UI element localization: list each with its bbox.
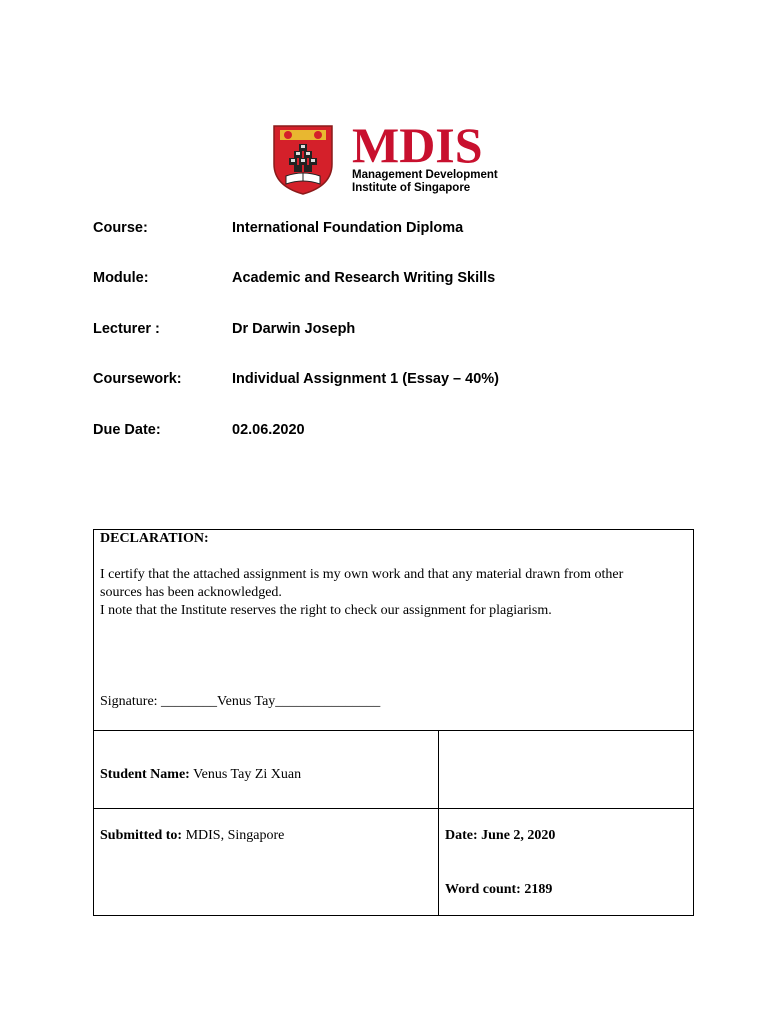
table-column-divider: [438, 730, 439, 915]
info-value: Academic and Research Writing Skills: [232, 270, 496, 286]
logo-subtitle-2: Institute of Singapore: [352, 182, 471, 194]
word-count: Word count: 2189: [445, 882, 553, 897]
declaration-heading: DECLARATION:: [100, 531, 209, 546]
logo-brand: MDIS: [352, 117, 483, 173]
table-divider: [94, 730, 693, 731]
info-value: 02.06.2020: [232, 422, 305, 438]
submitted-to: [100, 827, 284, 845]
info-value: Dr Darwin Joseph: [232, 321, 356, 337]
logo-subtitle-1: Management Development: [352, 169, 498, 181]
student-name-label: Student Name:: [100, 767, 190, 782]
info-label: Lecturer :: [93, 321, 160, 337]
info-value: International Foundation Diploma: [232, 220, 464, 236]
declaration-table: [93, 529, 694, 916]
submission-date: Date: June 2, 2020: [445, 828, 556, 843]
declaration-text-1: I certify that the attached assignment is my own work and that any material drawn from other: [100, 567, 624, 582]
declaration-text-2: sources has been acknowledged.: [100, 585, 282, 600]
signature-line: Signature: ________Venus Tay_______________: [100, 694, 381, 709]
submitted-to-label: Submitted to:: [100, 828, 183, 843]
mdis-logo: [272, 117, 504, 196]
student-name-value: Venus Tay Zi Xuan: [193, 767, 302, 782]
info-label: Due Date:: [93, 422, 161, 438]
student-name: [100, 766, 301, 784]
info-label: Module:: [93, 270, 149, 286]
info-label: Coursework:: [93, 371, 182, 387]
info-label: Course:: [93, 220, 148, 236]
info-value: Individual Assignment 1 (Essay – 40%): [232, 371, 499, 387]
table-divider: [94, 808, 693, 809]
crest-icon: [272, 124, 334, 196]
submitted-to-value: MDIS, Singapore: [185, 828, 285, 843]
declaration-text-3: I note that the Institute reserves the right to check our assignment for plagiarism.: [100, 603, 552, 618]
